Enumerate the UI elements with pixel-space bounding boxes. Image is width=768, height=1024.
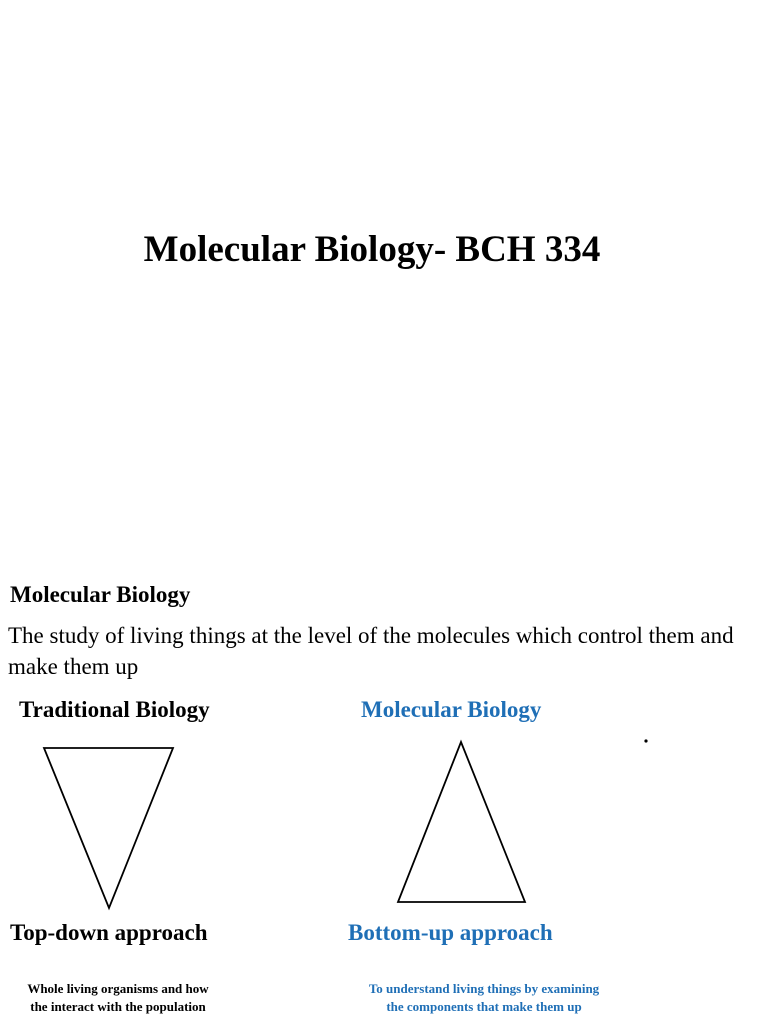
- molecular-description: [336, 980, 632, 1016]
- page-title: Molecular Biology- BCH 334: [143, 229, 601, 270]
- traditional-description-line: Whole living organisms and how: [27, 981, 209, 996]
- traditional-description: [0, 980, 236, 1016]
- traditional-biology-heading: Traditional Biology: [19, 697, 210, 722]
- upright-triangle-icon: [398, 742, 525, 902]
- stray-dot: [644, 739, 647, 742]
- section-heading: Molecular Biology: [10, 582, 191, 607]
- bottom-up-approach-label: Bottom-up approach: [348, 920, 553, 945]
- inverted-triangle-icon: [44, 748, 173, 908]
- traditional-description-line: the interact with the population: [30, 999, 206, 1014]
- molecular-description-line: To understand living things by examining: [368, 981, 600, 996]
- molecular-biology-heading: Molecular Biology: [361, 697, 542, 722]
- molecular-description-line: the components that make them up: [386, 999, 582, 1014]
- definition-text: The study of living things at the level of the molecules which control them and make them up: [8, 623, 734, 679]
- top-down-approach-label: Top-down approach: [10, 920, 208, 945]
